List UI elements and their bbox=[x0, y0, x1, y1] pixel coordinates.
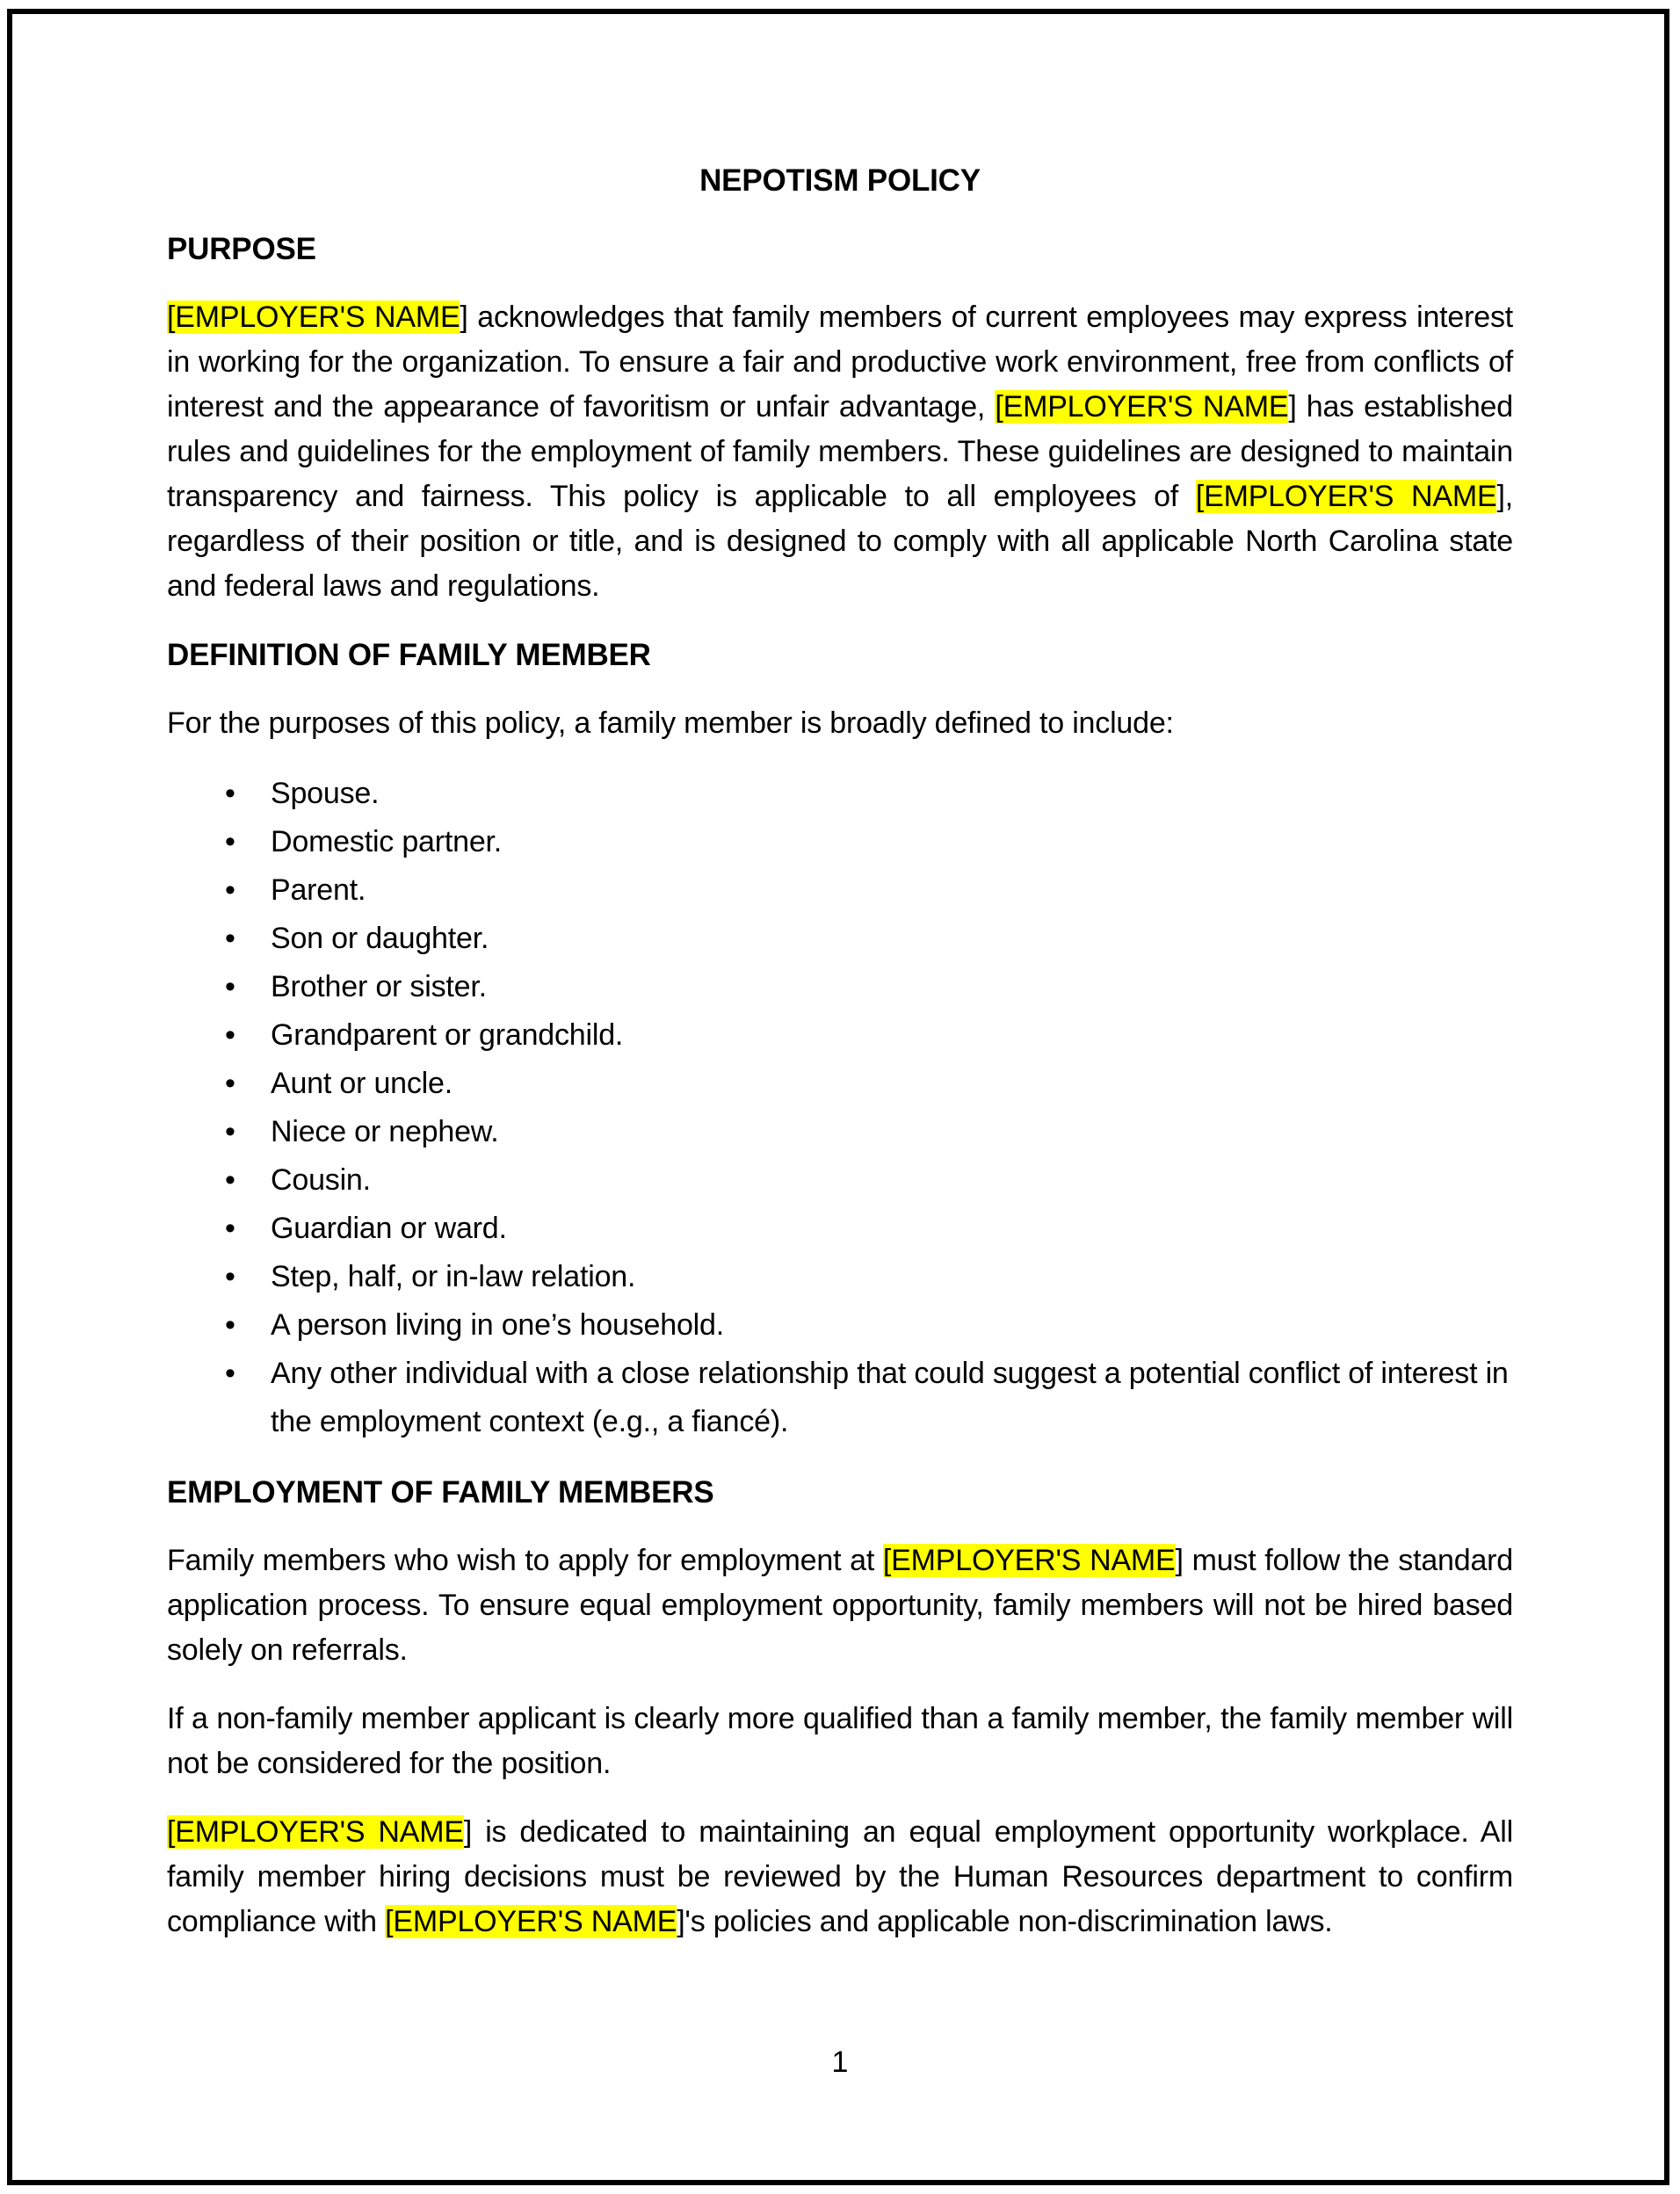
bullet-text: Parent. bbox=[271, 873, 366, 907]
bullet-text: Domestic partner. bbox=[271, 825, 503, 858]
bullet-icon: • bbox=[225, 1260, 235, 1293]
bullet-text: Cousin. bbox=[271, 1163, 371, 1197]
bullet-item bbox=[225, 818, 1513, 866]
employer-name-placeholder: [EMPLOYER'S NAME bbox=[167, 1815, 464, 1849]
text-run: For the purposes of this policy, a family member is broadly defined to include: bbox=[167, 706, 1174, 740]
text-run: Family members who wish to apply for employment at bbox=[167, 1544, 883, 1577]
bullet-text: Guardian or ward. bbox=[271, 1212, 507, 1245]
bullet-item bbox=[225, 915, 1513, 963]
employer-name-placeholder: [EMPLOYER'S NAME bbox=[995, 390, 1289, 424]
text-run: ] must follow the standard application process. To ensure equal employment opportunity, family members will not be hired based solely on referrals. bbox=[167, 1544, 1513, 1667]
bullet-text: Step, half, or in-law relation. bbox=[271, 1260, 636, 1293]
employer-name-placeholder: [EMPLOYER'S NAME bbox=[167, 300, 460, 334]
bullet-text: Aunt or uncle. bbox=[271, 1067, 453, 1100]
bullet-item bbox=[225, 1205, 1513, 1253]
bullet-text: Spouse. bbox=[271, 777, 380, 810]
text-run: ], regardless of their position or title, and is designed to comply with all applicable North Carolina state and federal laws and regulations. bbox=[167, 480, 1513, 603]
bullet-icon: • bbox=[225, 970, 235, 1003]
bullet-icon: • bbox=[225, 777, 235, 810]
section-heading: PURPOSE bbox=[167, 232, 316, 266]
bullet-item bbox=[225, 1108, 1513, 1156]
bullet-item bbox=[225, 1011, 1513, 1060]
employer-name-placeholder: [EMPLOYER'S NAME bbox=[1195, 480, 1497, 513]
text-run: If a non-family member applicant is clearly more qualified than a family member, the family member will not be considered for the position. bbox=[167, 1702, 1513, 1780]
text-run: ]'s policies and applicable non-discrimination laws. bbox=[677, 1905, 1333, 1938]
document-sections bbox=[167, 227, 1513, 1944]
bullet-item bbox=[225, 1253, 1513, 1301]
paragraph bbox=[167, 1810, 1513, 1944]
section-heading: EMPLOYMENT OF FAMILY MEMBERS bbox=[167, 1475, 714, 1510]
bullet-icon: • bbox=[225, 1212, 235, 1245]
bullet-item bbox=[225, 963, 1513, 1011]
bullet-text: Son or daughter. bbox=[271, 922, 489, 955]
bullet-icon: • bbox=[225, 1018, 235, 1052]
bullet-icon: • bbox=[225, 1357, 235, 1390]
bullet-item bbox=[225, 1060, 1513, 1108]
bullet-icon: • bbox=[225, 1308, 235, 1342]
paragraph bbox=[167, 1539, 1513, 1673]
employer-name-placeholder: [EMPLOYER'S NAME bbox=[882, 1544, 1176, 1577]
bullet-item bbox=[225, 1156, 1513, 1205]
bullet-list bbox=[167, 770, 1513, 1446]
bullet-icon: • bbox=[225, 1163, 235, 1197]
text-run: ] acknowledges that family members of current employees may express interest in working for the organization. To ensure a fair and productive work environment, free from conflicts of interest and the appearance of favoritism or unfair advantage, bbox=[167, 300, 1513, 424]
section-heading: DEFINITION OF FAMILY MEMBER bbox=[167, 638, 651, 672]
bullet-icon: • bbox=[225, 922, 235, 955]
bullet-item bbox=[225, 1350, 1513, 1446]
bullet-icon: • bbox=[225, 1067, 235, 1100]
document-title: NEPOTISM POLICY bbox=[699, 163, 981, 198]
bullet-text: Any other individual with a close relationship that could suggest a potential conflict of interest in the employment context (e.g., a fiancé). bbox=[271, 1357, 1509, 1438]
paragraph bbox=[167, 1697, 1513, 1786]
bullet-text: Brother or sister. bbox=[271, 970, 487, 1003]
bullet-icon: • bbox=[225, 1115, 235, 1148]
text-run: ] is dedicated to maintaining an equal employment opportunity workplace. All family member hiring decisions must be reviewed by the Human Resources department to confirm compliance with bbox=[167, 1815, 1513, 1938]
page-number: 1 bbox=[831, 2046, 849, 2079]
bullet-text: Niece or nephew. bbox=[271, 1115, 499, 1148]
bullet-text: Grandparent or grandchild. bbox=[271, 1018, 624, 1052]
document-content bbox=[167, 158, 1513, 1968]
bullet-icon: • bbox=[225, 873, 235, 907]
bullet-icon: • bbox=[225, 825, 235, 858]
paragraph bbox=[167, 295, 1513, 609]
bullet-item bbox=[225, 866, 1513, 915]
bullet-text: A person living in one’s household. bbox=[271, 1308, 724, 1342]
bullet-item bbox=[225, 770, 1513, 818]
bullet-item bbox=[225, 1301, 1513, 1350]
text-run: ] has established rules and guidelines for the employment of family members. These guidelines are designed to maintain transparency and fairness. This policy is applicable to all employees of bbox=[167, 390, 1513, 513]
employer-name-placeholder: [EMPLOYER'S NAME bbox=[385, 1905, 677, 1938]
paragraph bbox=[167, 701, 1513, 746]
